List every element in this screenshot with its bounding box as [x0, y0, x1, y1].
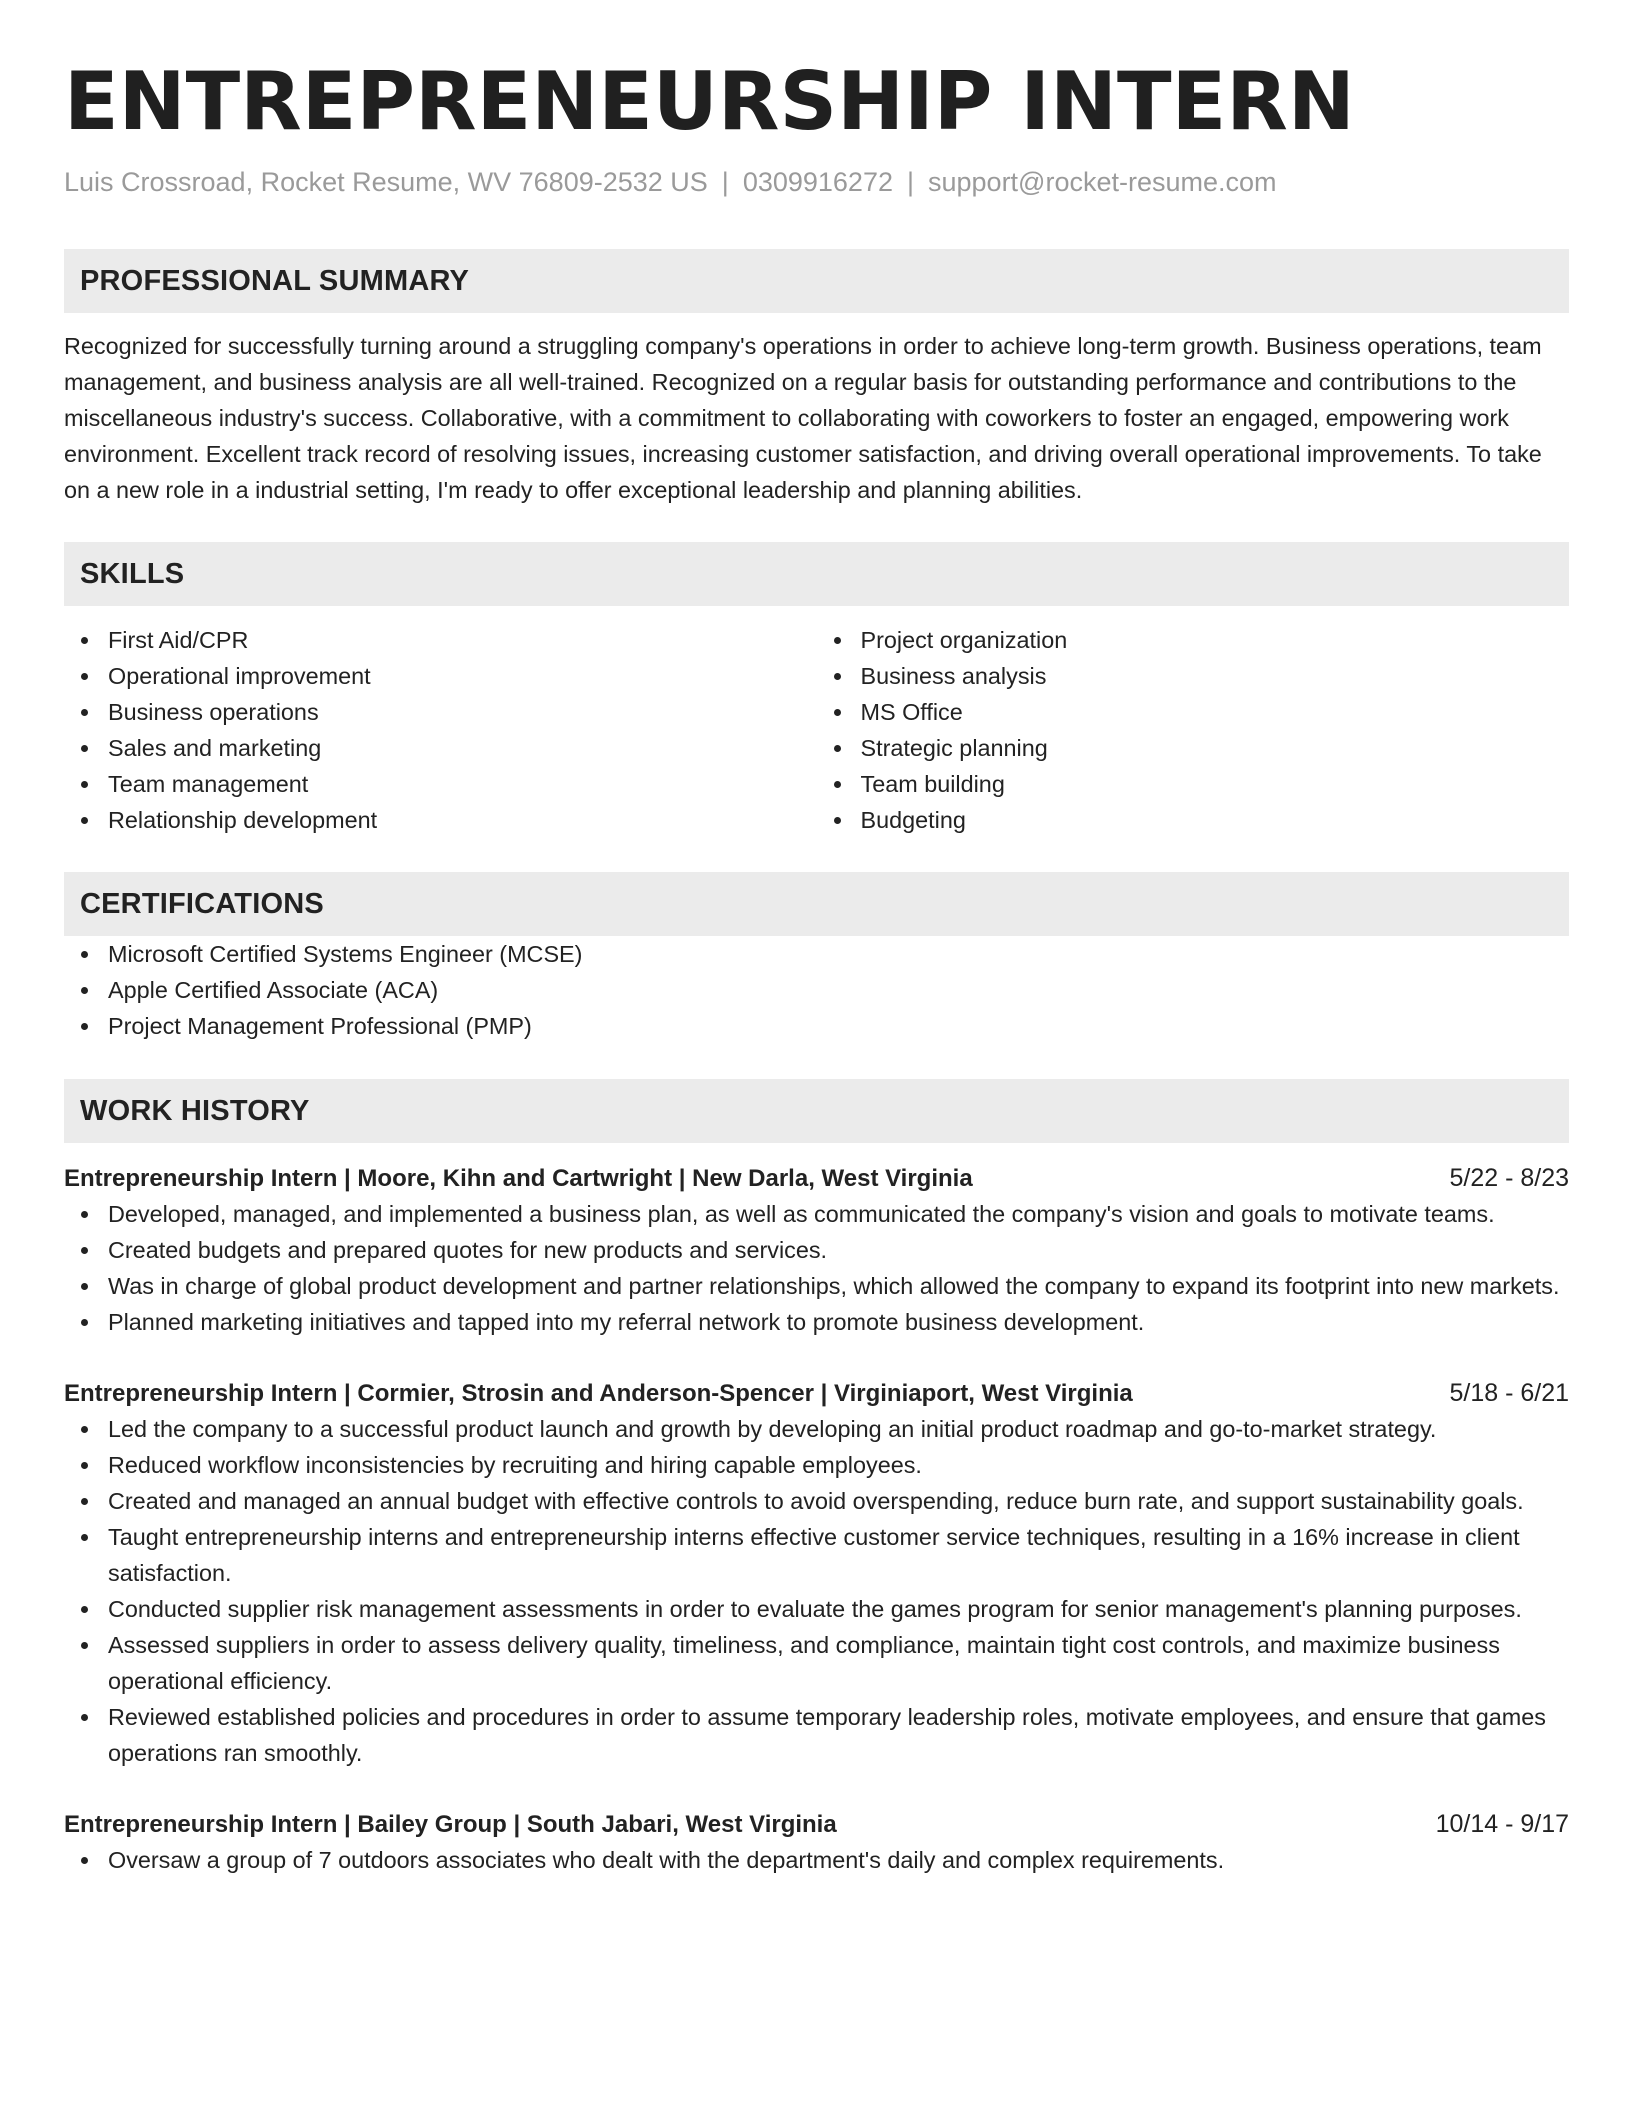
- skill-item: Team management: [64, 766, 817, 802]
- job-bullets: [64, 1411, 1569, 1771]
- certification-item: Project Management Professional (PMP): [64, 1008, 1569, 1044]
- job-dates: 10/14 - 9/17: [1435, 1810, 1569, 1838]
- summary-text: Recognized for successfully turning around a struggling company's operations in order to achieve long-term growth. Business operations, team management, and business analysis are all well-trained. Recognized on a regular basis for outstanding performance and contributions to the miscellaneous industry's success. Collaborative, with a commitment to collaborating with coworkers to foster an engaged, empowering work environment. Excellent track record of resolving issues, increasing customer satisfaction, and driving overall operational improvements. To take on a new role in a industrial setting, I'm ready to offer exceptional leadership and planning abilities.: [64, 333, 1542, 503]
- resume-name: ENTREPRENEURSHIP INTERN: [64, 55, 1355, 148]
- skill-item: Project organization: [817, 622, 1570, 658]
- skill-item: Business analysis: [817, 658, 1570, 694]
- skills-list-left: [64, 622, 817, 838]
- job-bullets: [64, 1842, 1569, 1878]
- skills-columns: [64, 622, 1569, 838]
- skill-item: Business operations: [64, 694, 817, 730]
- job-bullet: Developed, managed, and implemented a business plan, as well as communicated the company's vision and goals to motivate teams.: [64, 1196, 1569, 1232]
- job-bullet: Reduced workflow inconsistencies by recruiting and hiring capable employees.: [64, 1447, 1569, 1483]
- skill-item: Budgeting: [817, 802, 1570, 838]
- job-bullet: Oversaw a group of 7 outdoors associates who dealt with the department's daily and complex requirements.: [64, 1842, 1569, 1878]
- skill-item: Team building: [817, 766, 1570, 802]
- section-header-skills: SKILLS: [64, 542, 1569, 606]
- job-heading: Entrepreneurship Intern | Bailey Group | South Jabari, West Virginia: [64, 1811, 837, 1838]
- job-header: [64, 1807, 1569, 1842]
- job-header: [64, 1376, 1569, 1411]
- job-bullet: Reviewed established policies and procedures in order to assume temporary leadership roles, motivate employees, and ensure that games operations ran smoothly.: [64, 1699, 1569, 1771]
- contact-phone: 0309916272: [742, 167, 893, 197]
- job-heading: Entrepreneurship Intern | Cormier, Strosin and Anderson-Spencer | Virginiaport, West Virginia: [64, 1380, 1133, 1407]
- skill-item: Relationship development: [64, 802, 817, 838]
- job-bullet: Assessed suppliers in order to assess delivery quality, timeliness, and compliance, maintain tight cost controls, and maximize business operational efficiency.: [64, 1627, 1569, 1699]
- contact-email[interactable]: support@rocket-resume.com: [928, 167, 1277, 197]
- certification-item: Apple Certified Associate (ACA): [64, 972, 1569, 1008]
- skills-list-right: [817, 622, 1570, 838]
- job-bullet: Taught entrepreneurship interns and entrepreneurship interns effective customer service techniques, resulting in a 16% increase in client satisfaction.: [64, 1519, 1569, 1591]
- skill-item: First Aid/CPR: [64, 622, 817, 658]
- section-header-summary: PROFESSIONAL SUMMARY: [64, 249, 1569, 313]
- job-bullet: Created budgets and prepared quotes for new products and services.: [64, 1232, 1569, 1268]
- section-header-certifications: CERTIFICATIONS: [64, 872, 1569, 936]
- job-entry: [64, 1376, 1569, 1771]
- job-bullet: Created and managed an annual budget with effective controls to avoid overspending, reduce burn rate, and support sustainability goals.: [64, 1483, 1569, 1519]
- certifications-list: [64, 936, 1569, 1044]
- job-bullet: Planned marketing initiatives and tapped into my referral network to promote business development.: [64, 1304, 1569, 1340]
- skill-item: Operational improvement: [64, 658, 817, 694]
- contact-separator: |: [721, 167, 729, 197]
- contact-address: Luis Crossroad, Rocket Resume, WV 76809-2532 US: [64, 167, 708, 197]
- job-dates: 5/22 - 8/23: [1449, 1164, 1569, 1192]
- job-bullet: Led the company to a successful product launch and growth by developing an initial product roadmap and go-to-market strategy.: [64, 1411, 1569, 1447]
- contact-separator: |: [906, 167, 914, 197]
- job-heading: Entrepreneurship Intern | Moore, Kihn and Cartwright | New Darla, West Virginia: [64, 1165, 973, 1192]
- skill-item: Sales and marketing: [64, 730, 817, 766]
- certification-item: Microsoft Certified Systems Engineer (MCSE): [64, 936, 1569, 972]
- job-header: [64, 1161, 1569, 1196]
- contact-line: [64, 164, 1569, 200]
- job-bullet: Conducted supplier risk management assessments in order to evaluate the games program for senior management's planning purposes.: [64, 1591, 1569, 1627]
- job-bullets: [64, 1196, 1569, 1340]
- skill-item: Strategic planning: [817, 730, 1570, 766]
- job-entry: [64, 1161, 1569, 1340]
- job-bullet: Was in charge of global product development and partner relationships, which allowed the company to expand its footprint into new markets.: [64, 1268, 1569, 1304]
- section-header-work-history: WORK HISTORY: [64, 1079, 1569, 1143]
- job-entry: [64, 1807, 1569, 1878]
- job-dates: 5/18 - 6/21: [1449, 1379, 1569, 1407]
- skill-item: MS Office: [817, 694, 1570, 730]
